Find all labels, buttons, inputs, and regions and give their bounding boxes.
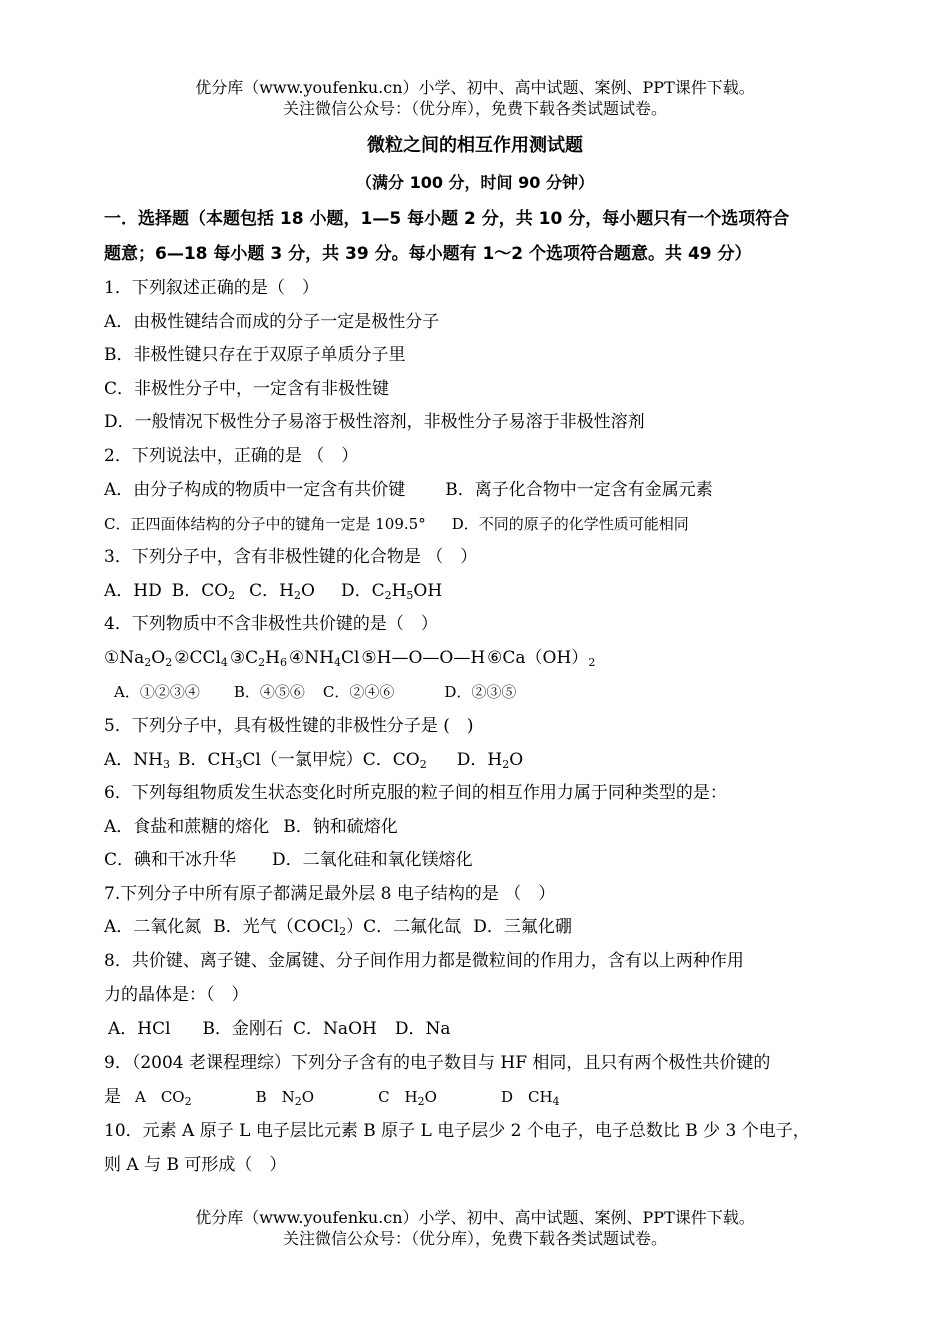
- q6-option-c: C．碘和干冰升华: [104, 850, 237, 870]
- q4-stem: 4．下列物质中不含非极性共价键的是（ ）: [104, 614, 438, 634]
- page-footer-line-1: 优分库（www.youfenku.cn）小学、初中、高中试题、案例、PPT课件下载。: [195, 1208, 755, 1227]
- q6-options-row-1: [104, 816, 398, 838]
- q3-option-c: C．$H_2O$: [249, 581, 315, 602]
- q6-stem: 6．下列每组物质发生状态变化时所克服的粒子间的相互作用力属于同种类型的是：: [104, 783, 727, 803]
- q1-option-b: B．非极性键只存在于双原子单质分子里: [104, 345, 406, 365]
- q10-stem-line-2: 则 A 与 B 可形成（ ）: [104, 1155, 287, 1175]
- q2-option-a: A．由分子构成的物质中一定含有共价键: [104, 480, 406, 500]
- q4-option-d: D．②③⑤: [444, 683, 517, 701]
- q8-options: [108, 1018, 450, 1040]
- q5-option-d: D．$H_2O$: [456, 750, 524, 771]
- q3-stem: 3．下列分子中，含有非极性键的化合物是 （ ）: [104, 547, 478, 567]
- q4-item-5: ⑤H—O—O—H: [361, 648, 486, 668]
- q4-substances: [104, 647, 595, 669]
- q8-option-b: B．金刚石: [202, 1019, 284, 1039]
- section-heading-line-2: 题意；6—18 每小题 3 分，共 39 分。每小题有 1～2 个选项符合题意。共 49 分）: [104, 244, 752, 264]
- q9-stem-line-1: 9．（2004 老课程理综）下列分子含有的电子数目与 HF 相同，且只有两个极性共价键的: [104, 1053, 771, 1073]
- page-header-line-1: 优分库（www.youfenku.cn）小学、初中、高中试题、案例、PPT课件下载。: [195, 78, 755, 97]
- q9-option-d: D $CH_4$: [500, 1088, 560, 1108]
- q9-stem-line-2: 是 A $CO_2$ B $N_2O$ C $H_2O$ D $CH_4$: [104, 1087, 560, 1108]
- section-heading-line-1: 一．选择题（本题包括 18 小题，1—5 每小题 2 分，共 10 分，每小题只有一个选项符合: [104, 209, 790, 229]
- q3-option-b: B．$CO_2$: [171, 581, 236, 602]
- q8-stem-line-2: 力的晶体是：（ ）: [104, 985, 249, 1005]
- q5-stem: 5．下列分子中，具有极性键的非极性分子是 ( ): [104, 716, 474, 736]
- q4-item-3: $③C_2H_6$: [229, 648, 287, 669]
- q2-options-row-2: [104, 513, 689, 535]
- q7-option-c: C．二氟化氙: [363, 917, 462, 937]
- q9-option-b: B $N_2O$: [255, 1088, 315, 1108]
- q2-stem: 2．下列说法中，正确的是 （ ）: [104, 446, 359, 466]
- q1-option-a: A．由极性键结合而成的分子一定是极性分子: [104, 312, 440, 332]
- q2-option-d: D．不同的原子的化学性质可能相同: [451, 515, 689, 533]
- q9-option-c: C $H_2O$: [378, 1088, 437, 1108]
- q4-item-2: ②CCl$_4$: [174, 648, 228, 669]
- q4-item-6: $⑥Ca(OH)_2$: [487, 648, 596, 669]
- q6-option-b: B．钠和硫熔化: [283, 817, 398, 837]
- q6-option-a: A．食盐和蔗糖的熔化: [104, 817, 270, 837]
- q4-option-c: C．②④⑥: [322, 683, 395, 701]
- q5-option-c: C．$CO_2$: [362, 750, 427, 771]
- q1-option-c: C．非极性分子中，一定含有非极性键: [104, 379, 390, 399]
- q7-option-a: A．二氧化氮: [104, 917, 202, 937]
- q2-option-c: C．正四面体结构的分子中的键角一定是 109.5°: [104, 515, 426, 533]
- q7-stem: 7.下列分子中所有原子都满足最外层 8 电子结构的是 （ ）: [104, 884, 556, 904]
- q4-item-4: $④NH_4Cl$: [288, 648, 360, 669]
- q6-options-row-2: [104, 849, 473, 871]
- q2-option-b: B．离子化合物中一定含有金属元素: [445, 480, 713, 500]
- q10-stem-line-1: 10．元素 A 原子 L 电子层比元素 B 原子 L 电子层少 2 个电子，电子总数比 B 少 3 个电子，: [104, 1121, 810, 1141]
- q3-option-a: A．HD: [104, 581, 162, 601]
- q8-option-d: D．Na: [394, 1019, 451, 1039]
- q8-stem-line-1: 8．共价键、离子键、金属键、分子间作用力都是微粒间的作用力，含有以上两种作用: [104, 951, 744, 971]
- q8-option-a: A．HCl: [108, 1019, 171, 1039]
- q7-option-b: B．光气（COCl$_2$）: [213, 917, 364, 938]
- page-subtitle: （满分 100 分，时间 90 分钟）: [356, 173, 594, 192]
- q3-option-d: D．$C_2H_5OH$: [340, 581, 443, 602]
- q5-option-a: A．$NH_3$: [104, 750, 170, 771]
- q4-option-b: B．④⑤⑥: [233, 683, 305, 701]
- q7-option-d: D．三氟化硼: [473, 917, 572, 937]
- q6-option-d: D．二氧化硅和氧化镁熔化: [272, 850, 473, 870]
- page-header-line-2: 关注微信公众号：（优分库），免费下载各类试题试卷。: [282, 99, 667, 118]
- q8-option-c: C．NaOH: [293, 1019, 377, 1039]
- q7-options: [104, 916, 572, 938]
- q4-item-1: $①Na_2O_2$: [104, 648, 173, 669]
- q1-option-d: D．一般情况下极性分子易溶于极性溶剂，非极性分子易溶于非极性溶剂: [104, 412, 645, 432]
- q9-option-a: A $CO_2$: [135, 1088, 192, 1108]
- q5-option-b: B．$CH_3Cl$（一氯甲烷）: [177, 750, 363, 771]
- page-title: 微粒之间的相互作用测试题: [367, 135, 583, 156]
- q4-option-a: A．①②③④: [114, 683, 200, 701]
- page-footer-line-2: 关注微信公众号：（优分库），免费下载各类试题试卷。: [282, 1229, 667, 1248]
- q1-stem: 1．下列叙述正确的是（ ）: [104, 278, 319, 298]
- q2-options-row-1: [104, 479, 713, 501]
- q4-options: [114, 681, 516, 703]
- q5-options: [104, 749, 523, 771]
- q3-options: [104, 580, 442, 602]
